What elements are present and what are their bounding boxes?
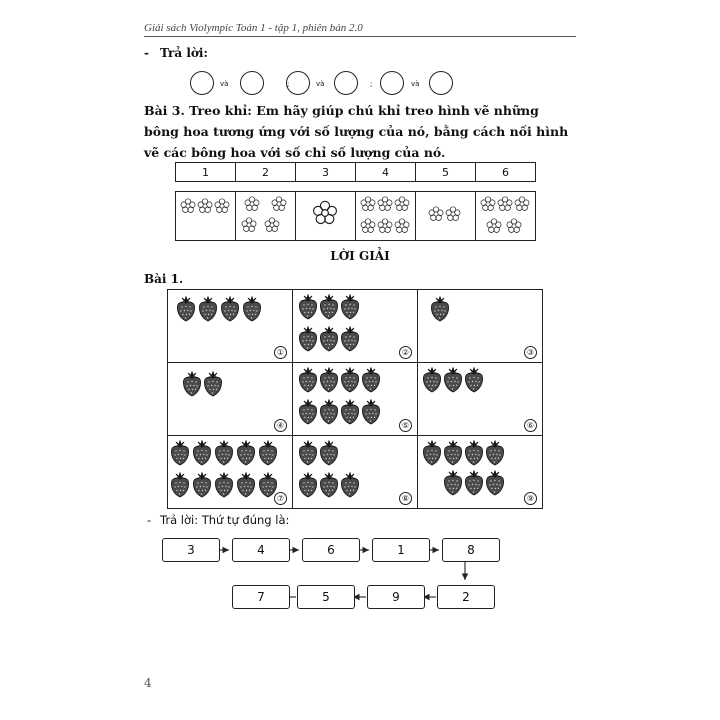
sequence-box[interactable]: 1 — [372, 538, 430, 562]
page-number: 4 — [144, 676, 152, 690]
connector-text: và — [316, 80, 325, 88]
cell-number: ② — [399, 346, 412, 359]
answer-label: Trả lời: — [160, 46, 208, 60]
number-cell[interactable]: 6 — [476, 163, 536, 182]
sequence-box[interactable]: 7 — [232, 585, 290, 609]
sequence-box[interactable]: 5 — [297, 585, 355, 609]
cell-number: ③ — [524, 346, 537, 359]
sequence-box[interactable]: 6 — [302, 538, 360, 562]
answer-bullet: - — [144, 46, 149, 60]
exercise3-text: Bài 3. Treo khỉ: Em hãy giúp chú khỉ treo hình vẽ những bông hoa tương ứng với số lượng của nó, bằng cách nối hình vẽ các bông hoa với số chỉ số lượng của nó. — [144, 103, 569, 160]
sequence-box[interactable]: 9 — [367, 585, 425, 609]
connector-text: và — [220, 80, 229, 88]
sequence-box[interactable]: 8 — [442, 538, 500, 562]
sequence-box[interactable]: 2 — [437, 585, 495, 609]
cell-number: ④ — [274, 419, 287, 432]
cell-number: ⑨ — [524, 492, 537, 505]
cell-number: ⑥ — [524, 419, 537, 432]
separator-text: ; — [370, 80, 373, 88]
number-cell[interactable]: 4 — [356, 163, 416, 182]
sequence-box[interactable]: 4 — [232, 538, 290, 562]
number-cell[interactable]: 1 — [176, 163, 236, 182]
connector-text: và — [411, 80, 420, 88]
cell-number: ① — [274, 346, 287, 359]
solution-title: LỜI GIẢI — [330, 249, 390, 263]
sequence-box[interactable]: 3 — [162, 538, 220, 562]
answer-sequence-label: Trả lời: Thứ tự đúng là: — [160, 513, 290, 527]
number-cell[interactable]: 2 — [236, 163, 296, 182]
cell-number: ⑦ — [274, 492, 287, 505]
page-header: Giải sách Violympic Toán 1 - tập 1, phiên bản 2.0 — [144, 22, 576, 37]
separator-text: ; — [287, 80, 290, 88]
cell-number: ⑧ — [399, 492, 412, 505]
answer-bullet: - — [147, 513, 152, 527]
bai1-label: Bài 1. — [144, 272, 184, 286]
number-cell[interactable]: 3 — [296, 163, 356, 182]
cell-number: ⑤ — [399, 419, 412, 432]
number-cell[interactable]: 5 — [416, 163, 476, 182]
